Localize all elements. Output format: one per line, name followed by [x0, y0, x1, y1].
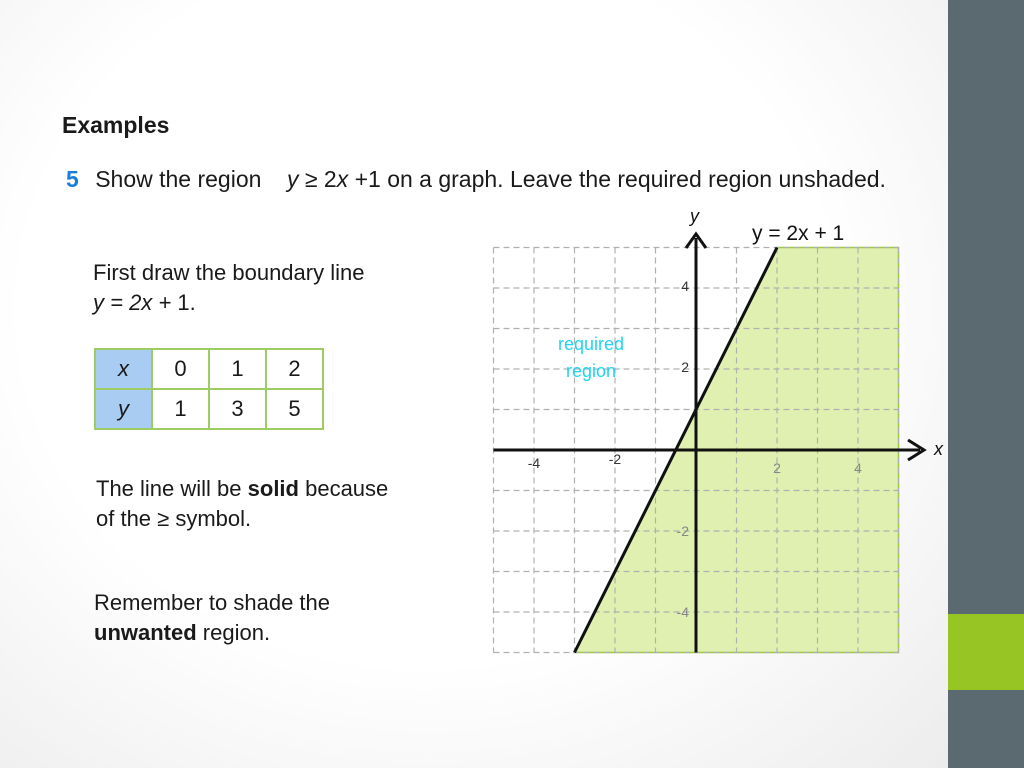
solid-note-after: because — [298, 476, 389, 501]
y-tick-label: -2 — [676, 523, 689, 539]
table-cell: 3 — [209, 389, 266, 429]
table-cell: 5 — [266, 389, 323, 429]
required-region-label: region — [565, 361, 617, 381]
required-region-label: required — [557, 334, 625, 354]
table-cell: 1 — [209, 349, 266, 389]
x-tick-label: -4 — [527, 455, 541, 471]
table-cell: 2 — [266, 349, 323, 389]
x-tick-label: -2 — [608, 451, 622, 467]
side-accent-block — [948, 614, 1024, 690]
table-cell: 0 — [152, 349, 209, 389]
y-axis-label: y — [690, 206, 699, 226]
x-tick-label: 4 — [854, 460, 862, 476]
shade-note-bold: unwanted — [94, 620, 197, 645]
table-cell: 1 — [152, 389, 209, 429]
slide-heading: Examples — [62, 112, 170, 138]
y-tick-label: -4 — [676, 604, 689, 620]
table-head-y: y — [95, 389, 152, 429]
instruction-equation-end: 1. — [177, 290, 196, 315]
table-head-x: x — [95, 349, 152, 389]
shade-note-after: region. — [196, 620, 271, 645]
question-expr-y: y — [286, 166, 299, 192]
question-number: 5 — [66, 166, 79, 192]
question-suffix: on a graph. Leave the required region unshaded. — [387, 166, 886, 192]
equation-label: y = 2x + 1 — [752, 222, 845, 245]
solid-note-before: The line will be — [96, 476, 248, 501]
solid-note-line2: of the ≥ symbol. — [96, 506, 252, 531]
shade-note-line1: Remember to shade the — [94, 590, 331, 615]
y-tick-label: 4 — [681, 278, 689, 294]
instruction-line1: First draw the boundary line — [93, 260, 365, 285]
question-expr-x: x — [336, 166, 349, 192]
x-tick-label: 2 — [773, 460, 781, 476]
question-expr-rel: ≥ 2 — [304, 166, 337, 192]
y-tick-label: 2 — [681, 359, 689, 375]
instruction-equation: y = 2x + — [93, 290, 178, 315]
x-axis-label: x — [934, 439, 943, 459]
question-prefix: Show the region — [95, 166, 262, 192]
solid-note-bold: solid — [247, 476, 299, 501]
question-expr-tail: +1 — [354, 166, 381, 192]
